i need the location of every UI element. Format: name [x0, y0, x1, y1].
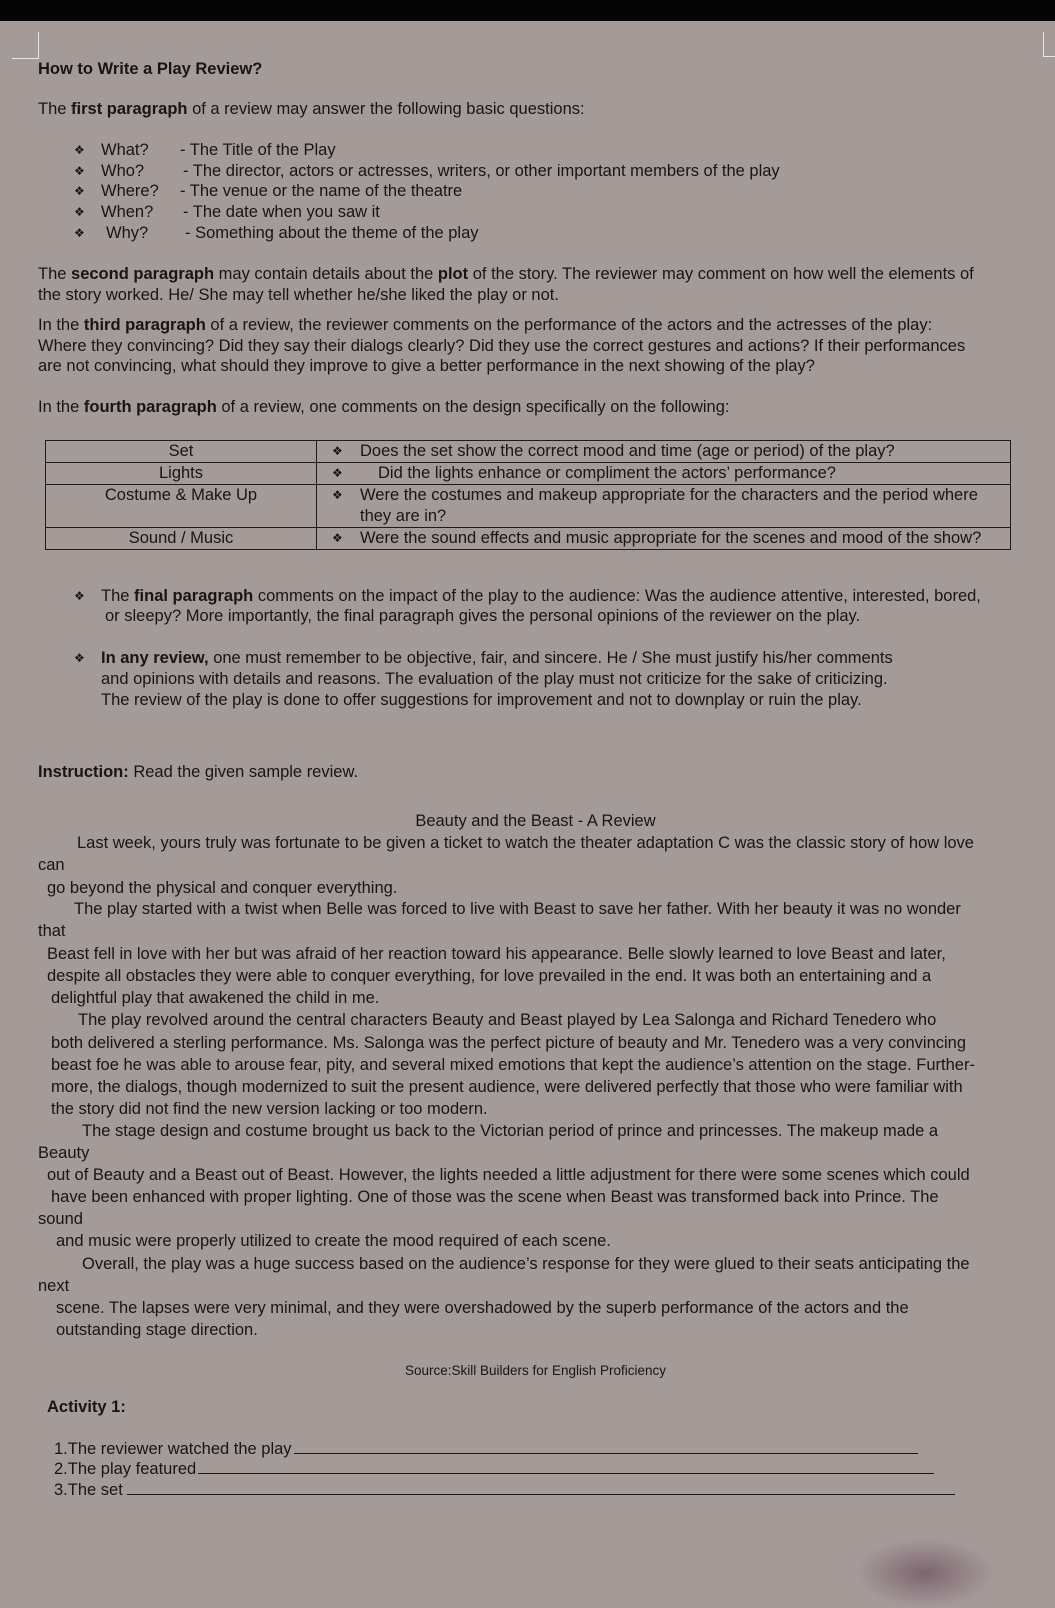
fourth-paragraph: In the fourth paragraph of a review, one comments on the design specifically on the following: [38, 398, 730, 416]
answer-line[interactable] [294, 1439, 918, 1454]
table-row [46, 441, 1011, 463]
review-line: the story did not find the new version lacking or too modern. [51, 1100, 488, 1118]
bullet-icon: ❖ [332, 531, 343, 545]
second-paragraph-line: the story worked. He/ She may tell whether he/she liked the play or not. [38, 286, 559, 304]
table-cell-category: Costume & Make Up [46, 485, 317, 528]
table-cell-category: Lights [46, 463, 317, 485]
third-paragraph-line: In the third paragraph of a review, the reviewer comments on the performance of the actors and the actresses of the play: [38, 316, 933, 334]
finger-shadow [855, 1538, 995, 1608]
bullet-icon: ❖ [74, 205, 85, 219]
review-line: The play revolved around the central characters Beauty and Beast played by Lea Salonga and Richard Tenedero who [78, 1011, 937, 1029]
table-cell-category: Sound / Music [46, 528, 317, 550]
review-line: The stage design and costume brought us back to the Victorian period of prince and princesses. The makeup made a [82, 1122, 939, 1140]
any-review-line: and opinions with details and reasons. The evaluation of the play must not criticize for the sake of criticizing. [101, 670, 888, 688]
final-paragraph-line: The final paragraph comments on the impact of the play to the audience: Was the audience attentive, interested, bored, [101, 587, 981, 605]
crop-mark-left [12, 32, 39, 59]
bullet-icon: ❖ [74, 651, 85, 665]
table-row [46, 485, 1011, 528]
review-line: can [38, 856, 65, 874]
bullet-icon: ❖ [74, 184, 85, 198]
review-line: Beauty [38, 1144, 90, 1162]
crop-mark-right [1043, 32, 1055, 57]
table-cell-question: ❖ Did the lights enhance or compliment the actors’ performance? [317, 463, 1011, 485]
bullet-icon: ❖ [74, 226, 85, 240]
review-line: and music were properly utilized to create the mood required of each scene. [56, 1232, 611, 1250]
any-review-line: The review of the play is done to offer suggestions for improvement and not to downplay or ruin the play. [101, 691, 862, 709]
third-paragraph-line: Where they convincing? Did they say their dialogs clearly? Did they use the correct gestures and actions? If their performances [38, 337, 966, 355]
bullet-icon: ❖ [332, 488, 343, 502]
review-line: sound [38, 1210, 83, 1228]
review-line: out of Beauty and a Beast out of Beast. However, the lights needed a little adjustment for there were some scenes which could [47, 1166, 970, 1184]
review-line: more, the dialogs, though modernized to suit the present audience, were delivered perfectly that those who were familiar with [51, 1078, 963, 1096]
table-cell-question: ❖ Were the sound effects and music appropriate for the scenes and mood of the show? [317, 528, 1011, 550]
bullet-icon: ❖ [74, 164, 85, 178]
review-line: outstanding stage direction. [56, 1321, 258, 1339]
review-line: Last week, yours truly was fortunate to be given a ticket to watch the theater adaptation C was the classic story of how love [77, 834, 974, 852]
any-review-line: In any review, one must remember to be objective, fair, and sincere. He / She must justify his/her comments [101, 649, 893, 667]
final-paragraph-line: or sleepy? More importantly, the final paragraph gives the personal opinions of the reviewer on the play. [105, 607, 861, 625]
table-cell-category: Set [46, 441, 317, 463]
page-title: How to Write a Play Review? [38, 60, 263, 78]
review-line: that [38, 922, 66, 940]
review-line: next [38, 1277, 70, 1295]
table-row [46, 463, 1011, 485]
activity-item: 1.The reviewer watched the play [54, 1439, 918, 1460]
bullet-icon: ❖ [74, 589, 85, 603]
activity-item: 3.The set [54, 1480, 955, 1501]
instruction: Instruction: Read the given sample review. [38, 763, 359, 781]
design-table [45, 440, 1011, 550]
answer-line[interactable] [127, 1480, 955, 1495]
answer-line[interactable] [198, 1459, 934, 1474]
third-paragraph-line: are not convincing, what should they improve to give a better performance in the next showing of the play? [38, 357, 815, 375]
top-black-bar [0, 0, 1055, 21]
review-line: Overall, the play was a huge success based on the audience’s response for they were glued to their seats anticipating the [82, 1255, 970, 1273]
table-row [46, 528, 1011, 550]
review-line: despite all obstacles they were able to conquer everything, for love prevailed in the end. It was both an entertaining and a [47, 967, 932, 985]
review-line: delightful play that awakened the child in me. [51, 989, 380, 1007]
second-paragraph-line: The second paragraph may contain details about the plot of the story. The reviewer may comment on how well the elements of [38, 265, 974, 283]
review-title: Beauty and the Beast - A Review [415, 812, 656, 830]
intro-paragraph: The first paragraph of a review may answer the following basic questions: [38, 100, 585, 118]
bullet-icon: ❖ [74, 143, 85, 157]
bullet-icon: ❖ [332, 466, 343, 480]
activity-item: 2.The play featured [54, 1459, 934, 1480]
review-line: go beyond the physical and conquer everything. [47, 879, 398, 897]
review-line: scene. The lapses were very minimal, and they were overshadowed by the superb performance of the actors and the [56, 1299, 909, 1317]
review-line: Beast fell in love with her but was afraid of her reaction toward his appearance. Belle slowly learned to love Beast and later, [47, 945, 946, 963]
activity-title: Activity 1: [47, 1398, 126, 1416]
table-cell-question: ❖ Were the costumes and makeup appropriate for the characters and the period where they are in? [317, 485, 1011, 528]
review-line: both delivered a sterling performance. Ms. Salonga was the perfect picture of beauty and Mr. Tenedero was a very convincing [51, 1034, 967, 1052]
review-line: beast foe he was able to arouse fear, pity, and several mixed emotions that kept the audience’s attention on the stage. Further- [51, 1056, 975, 1074]
review-line: have been enhanced with proper lighting. One of those was the scene when Beast was transformed back into Prince. The [51, 1188, 939, 1206]
table-cell-question: ❖ Does the set show the correct mood and time (age or period) of the play? [317, 441, 1011, 463]
review-line: The play started with a twist when Belle was forced to live with Beast to save her father. With her beauty it was no wonder [74, 900, 961, 918]
review-source: Source:Skill Builders for English Proficiency [404, 1363, 667, 1378]
bullet-icon: ❖ [332, 444, 343, 458]
